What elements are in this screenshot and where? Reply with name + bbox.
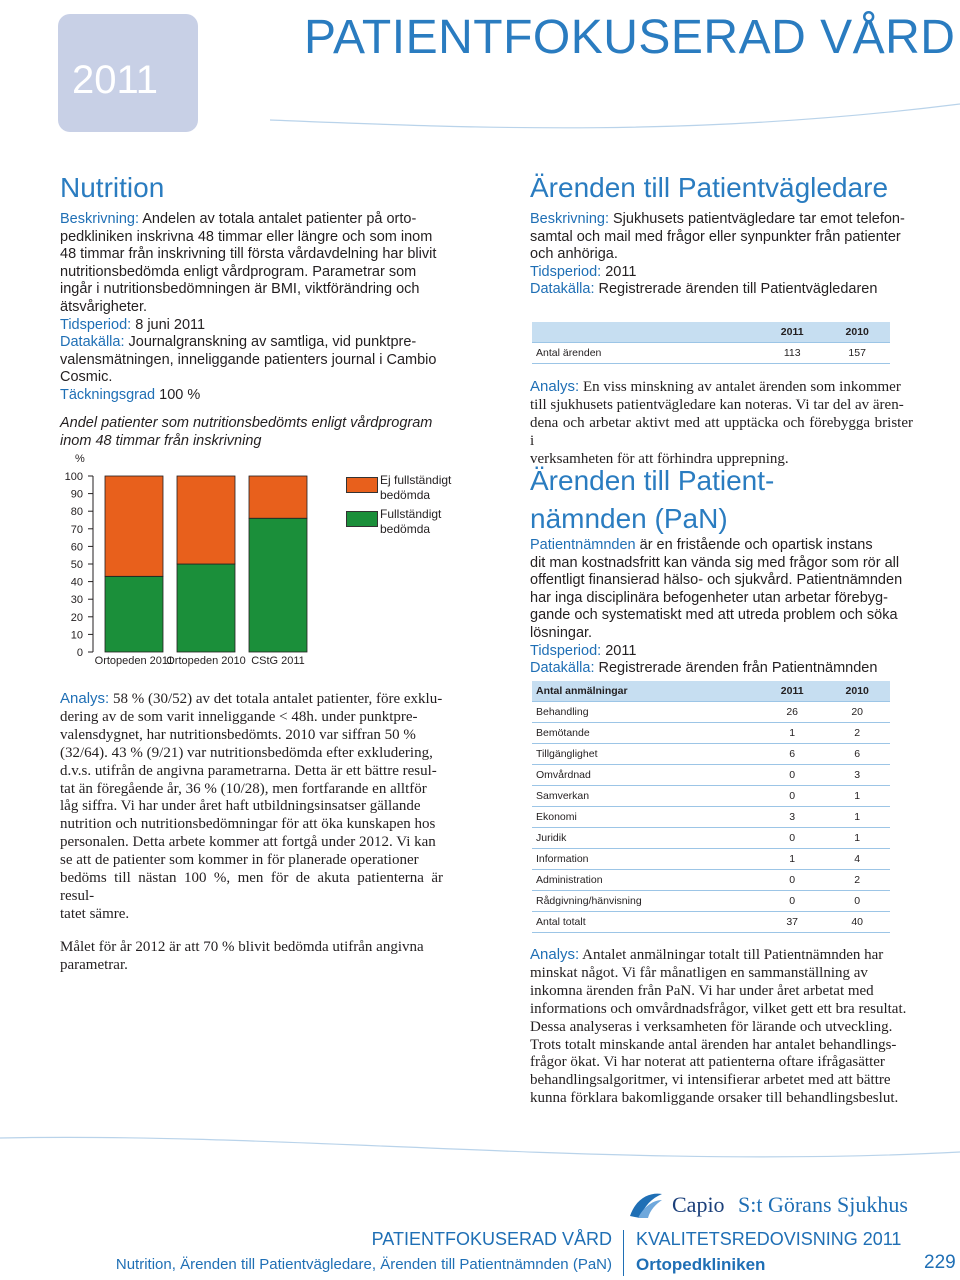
legend-label: bedömda	[380, 522, 431, 536]
nutrition-analysis	[60, 690, 443, 975]
table-cell: 2	[824, 723, 890, 744]
text-line: behandlingsalgoritmer, vi intensifierar arbetet med att bättre	[530, 1072, 891, 1089]
table-header-row	[532, 681, 890, 702]
nutrition-heading: Nutrition	[60, 172, 165, 203]
pan-analysis	[530, 946, 913, 1108]
source-value: Registrerade ärenden till Patientvägledaren	[598, 281, 878, 298]
footer-left-subtitle: Nutrition, Ärenden till Patientvägledare, Ärenden till Patientnämnden (PaN)	[115, 1256, 612, 1273]
table-header-cell: Antal anmälningar	[532, 681, 760, 702]
pan-description	[530, 537, 920, 678]
bar-segment	[177, 564, 235, 652]
table-cell: 3	[824, 765, 890, 786]
legend-label: Fullständigt	[380, 507, 442, 521]
patientvagledare-table	[532, 322, 890, 364]
table-cell: 26	[760, 702, 824, 723]
text-line: tat än föregående år, 36 % (10/28), men fortfarande en alltför	[60, 780, 427, 797]
table-cell: 6	[824, 744, 890, 765]
text-line: dit man kostnadsfritt kan vända sig med frågor som rör all	[530, 554, 900, 571]
text-line: är en fristående och opartisk instans	[639, 537, 873, 553]
y-tick-label: 60	[70, 541, 83, 554]
table-cell: Ekonomi	[532, 807, 760, 828]
table-cell: Behandling	[532, 702, 760, 723]
table-cell: Bemötande	[532, 723, 760, 744]
label: Beskrivning:	[530, 211, 609, 227]
table-cell: Omvårdnad	[532, 765, 760, 786]
period-value: 8 juni 2011	[135, 316, 206, 333]
table-row	[532, 891, 890, 912]
text-line: gande och systematiskt med att utreda problem och söka	[530, 607, 898, 624]
y-tick-label: 90	[70, 488, 83, 501]
table-row	[532, 828, 890, 849]
y-axis-label: %	[75, 453, 85, 465]
label: Patientnämnden	[530, 537, 636, 553]
heading-line: Ärenden till Patient-	[530, 465, 775, 496]
legend-label: Ej fullständigt	[380, 473, 452, 487]
label: Täckningsgrad	[60, 386, 156, 403]
text-line: nutritionsbedömda enligt vårdprogram. Parametrar som	[60, 263, 417, 280]
legend-swatch	[346, 477, 378, 493]
bar-segment	[177, 476, 235, 564]
capio-logo	[628, 1188, 928, 1222]
page-number: 229	[924, 1252, 956, 1273]
patientvagledare-heading: Ärenden till Patientvägledare	[530, 172, 889, 203]
table-cell: 6	[760, 744, 824, 765]
table-cell: 1	[760, 849, 824, 870]
table-row	[532, 870, 890, 891]
y-tick-label: 80	[70, 506, 83, 519]
y-tick-label: 30	[70, 594, 83, 607]
table-cell: 20	[824, 702, 890, 723]
table-row	[532, 744, 890, 765]
text-line: pedkliniken inskrivna 48 timmar eller längre och som inom	[60, 228, 433, 245]
table-row	[532, 343, 890, 364]
table-header-cell: 2010	[824, 322, 890, 343]
text-line: Andelen av totala antalet patienter på orto-	[142, 211, 417, 227]
heading-line: nämnden (PaN)	[530, 503, 728, 534]
text-line: informations och omvårdnadsfrågor, vilket gett ett bra resultat.	[530, 1000, 907, 1017]
table-cell: Antal ärenden	[532, 343, 760, 364]
label: Tidsperiod:	[530, 263, 602, 280]
footer-right-title: KVALITETSREDOVISNING 2011	[636, 1229, 902, 1249]
bar-segment	[105, 476, 163, 576]
text-line: och anhöriga.	[530, 246, 618, 263]
text-line: Sjukhusets patientvägledare tar emot telefon-	[613, 211, 905, 227]
table-row	[532, 765, 890, 786]
text-line: offentligt finansierad hälso- och sjukvård. Patientnämnden	[530, 572, 903, 589]
table-header-cell: 2011	[760, 322, 824, 343]
label: Analys:	[60, 690, 110, 707]
label: Beskrivning:	[60, 211, 139, 227]
text-line: dena och arbetar aktivt med att upptäcka och förebygga brister i	[530, 414, 913, 449]
period-value: 2011	[605, 263, 637, 280]
text-line: Målet för år 2012 är att 70 % blivit bedömda utifrån angivna	[60, 938, 424, 955]
text-line: tatet sämre.	[60, 905, 130, 922]
y-tick-label: 10	[70, 629, 83, 642]
label: Tidsperiod:	[530, 642, 602, 659]
chart-caption	[60, 415, 460, 450]
table-cell: 157	[824, 343, 890, 364]
text-line: Trots totalt minskande antal ärenden har antalet behandlings-	[530, 1036, 897, 1053]
table-cell: 0	[760, 786, 824, 807]
text-line: Andel patienter som nutritionsbedömts enligt vårdprogram	[60, 415, 433, 431]
table-header-cell	[532, 322, 760, 343]
table-cell: 0	[760, 870, 824, 891]
table-cell: Samverkan	[532, 786, 760, 807]
legend-label: bedömda	[380, 488, 431, 502]
table-row	[532, 807, 890, 828]
header-swoosh	[270, 100, 960, 160]
logo-text-2: S:t Görans Sjukhus	[738, 1192, 908, 1217]
text-line: minskat något. Vi får månatligen en sammanställning av	[530, 964, 868, 981]
table-row	[532, 912, 890, 933]
table-cell: 0	[760, 891, 824, 912]
coverage-value: 100 %	[159, 386, 201, 403]
nutrition-chart	[55, 448, 345, 673]
logo-text: Capio	[672, 1192, 725, 1217]
y-tick-label: 0	[76, 647, 83, 659]
patientvagledare-analysis	[530, 378, 913, 469]
table-cell: Juridik	[532, 828, 760, 849]
text-line: inom 48 timmar från inskrivning	[60, 432, 262, 449]
table-row	[532, 723, 890, 744]
text-line: Journalgranskning av samtliga, vid punktpre-	[128, 334, 417, 351]
label: Analys:	[530, 946, 580, 963]
text-line: Cosmic.	[60, 369, 113, 386]
table-cell: 4	[824, 849, 890, 870]
table-cell: 1	[824, 828, 890, 849]
x-tick-label: Ortopeden 2011	[94, 655, 174, 667]
table-row	[532, 786, 890, 807]
text-line: samtal och mail med frågor eller synpunkter från patienter	[530, 228, 901, 245]
year-label: 2011	[72, 58, 159, 102]
label: Datakälla:	[530, 660, 595, 677]
y-tick-label: 100	[64, 471, 83, 483]
table-cell: 1	[760, 723, 824, 744]
text-line: valensdygnet, har nutritionsbedömts. 2010 var siffran 50 %	[60, 726, 416, 743]
nutrition-description	[60, 211, 460, 405]
table-cell: 1	[824, 786, 890, 807]
y-tick-label: 40	[70, 576, 83, 589]
text-line: nutrition och nutritionsbedömningar för att öka kunskapen hos	[60, 816, 436, 833]
table-header-cell: 2010	[824, 681, 890, 702]
text-line: bedöms till nästan 100 %, men för de akuta patienterna är resul-	[60, 870, 443, 904]
table-cell: Information	[532, 849, 760, 870]
footer-divider	[623, 1230, 624, 1276]
table-cell: Antal totalt	[532, 912, 760, 933]
text-line: till sjukhusets patientvägledare kan noteras. Vi tar del av ären-	[530, 396, 904, 413]
table-cell: 0	[760, 828, 824, 849]
label: Datakälla:	[530, 281, 595, 298]
table-cell: Administration	[532, 870, 760, 891]
text-line: dering av de som varit inneliggande < 48h. under punktpre-	[60, 708, 418, 725]
text-line: låg siffra. Vi har under året haft utbildningsinsatser gällande	[60, 798, 421, 815]
table-cell: 40	[824, 912, 890, 933]
label: Datakälla:	[60, 334, 125, 351]
y-tick-label: 20	[70, 611, 83, 624]
patientvagledare-description	[530, 211, 925, 299]
table-cell: 113	[760, 343, 824, 364]
table-row	[532, 702, 890, 723]
text-line: kunna förklara bakomliggande orsaker till behandlingsbeslut.	[530, 1090, 899, 1107]
table-cell: 1	[824, 807, 890, 828]
table-cell: 0	[824, 891, 890, 912]
table-row	[532, 849, 890, 870]
pan-heading	[530, 462, 774, 538]
footer-left-title: PATIENTFOKUSERAD VÅRD	[371, 1229, 612, 1249]
text-line: Antalet anmälningar totalt till Patientnämnden har	[582, 947, 884, 963]
text-line: valensmätningen, inneliggande patienters journal i Cambio	[60, 351, 437, 368]
text-line: d.v.s. utifrån de angivna parametrarna. Detta är ett bättre resul-	[60, 762, 437, 779]
text-line: lösningar.	[530, 624, 593, 641]
text-line: ätsvårigheter.	[60, 298, 148, 315]
y-tick-label: 50	[70, 559, 83, 571]
y-tick-label: 70	[70, 523, 83, 536]
bar-segment	[249, 476, 307, 518]
text-line: En viss minskning av antalet ärenden som inkommer	[582, 379, 901, 395]
text-line: (32/64). 43 % (9/21) var nutritionsbedömda efter exkludering,	[60, 744, 433, 761]
text-line: ingår i nutritionsbedömningen är BMI, viktförändring och	[60, 281, 420, 298]
bar-segment	[105, 576, 163, 652]
footer-right-subtitle: Ortopedkliniken	[636, 1255, 766, 1274]
table-header-cell: 2011	[760, 681, 824, 702]
text-line: 58 % (30/52) av det totala antalet patienter, före exklu-	[112, 691, 443, 707]
bar-segment	[249, 518, 307, 652]
table-cell: 2	[824, 870, 890, 891]
year-badge	[58, 14, 198, 132]
text-line: inkomna ärenden från PaN. Vi har under året arbetat med	[530, 982, 874, 999]
x-tick-label: Ortopeden 2010	[166, 655, 246, 667]
pan-table	[532, 681, 890, 933]
text-line: 48 timmar från inskrivning till första vårdavdelning har blivit	[60, 246, 437, 263]
logo-mark-icon	[628, 1190, 664, 1220]
table-cell: Tillgänglighet	[532, 744, 760, 765]
label: Analys:	[530, 378, 580, 395]
text-line: frågor ökat. Vi har noterat att patienterna oftare ifrågasätter	[530, 1054, 885, 1071]
x-tick-label: CStG 2011	[251, 655, 305, 667]
table-cell: 37	[760, 912, 824, 933]
page-title: PATIENTFOKUSERAD VÅRD	[304, 11, 956, 64]
period-value: 2011	[605, 642, 637, 659]
text-line: personalen. Detta arbete kommer att fortgå under 2012. Vi kan	[60, 834, 436, 851]
text-line: parametrar.	[60, 956, 128, 973]
footer-swoosh	[0, 1130, 960, 1190]
source-value: Registrerade ärenden från Patientnämnden	[598, 660, 878, 677]
legend-swatch	[346, 511, 378, 527]
text-line: verksamheten för att förhindra upprepning.	[530, 450, 789, 467]
text-line: se att de patienter som kommer in för planerade operationer	[60, 852, 419, 869]
table-header-row	[532, 322, 890, 343]
table-cell: 0	[760, 765, 824, 786]
table-cell: 3	[760, 807, 824, 828]
text-line: Dessa analyseras i verksamheten för lärande och utveckling.	[530, 1018, 893, 1035]
label: Tidsperiod:	[60, 316, 132, 333]
text-line: har inga disciplinära befogenheter utan arbetar förebyg-	[530, 589, 888, 606]
table-cell: Rådgivning/hänvisning	[532, 891, 760, 912]
